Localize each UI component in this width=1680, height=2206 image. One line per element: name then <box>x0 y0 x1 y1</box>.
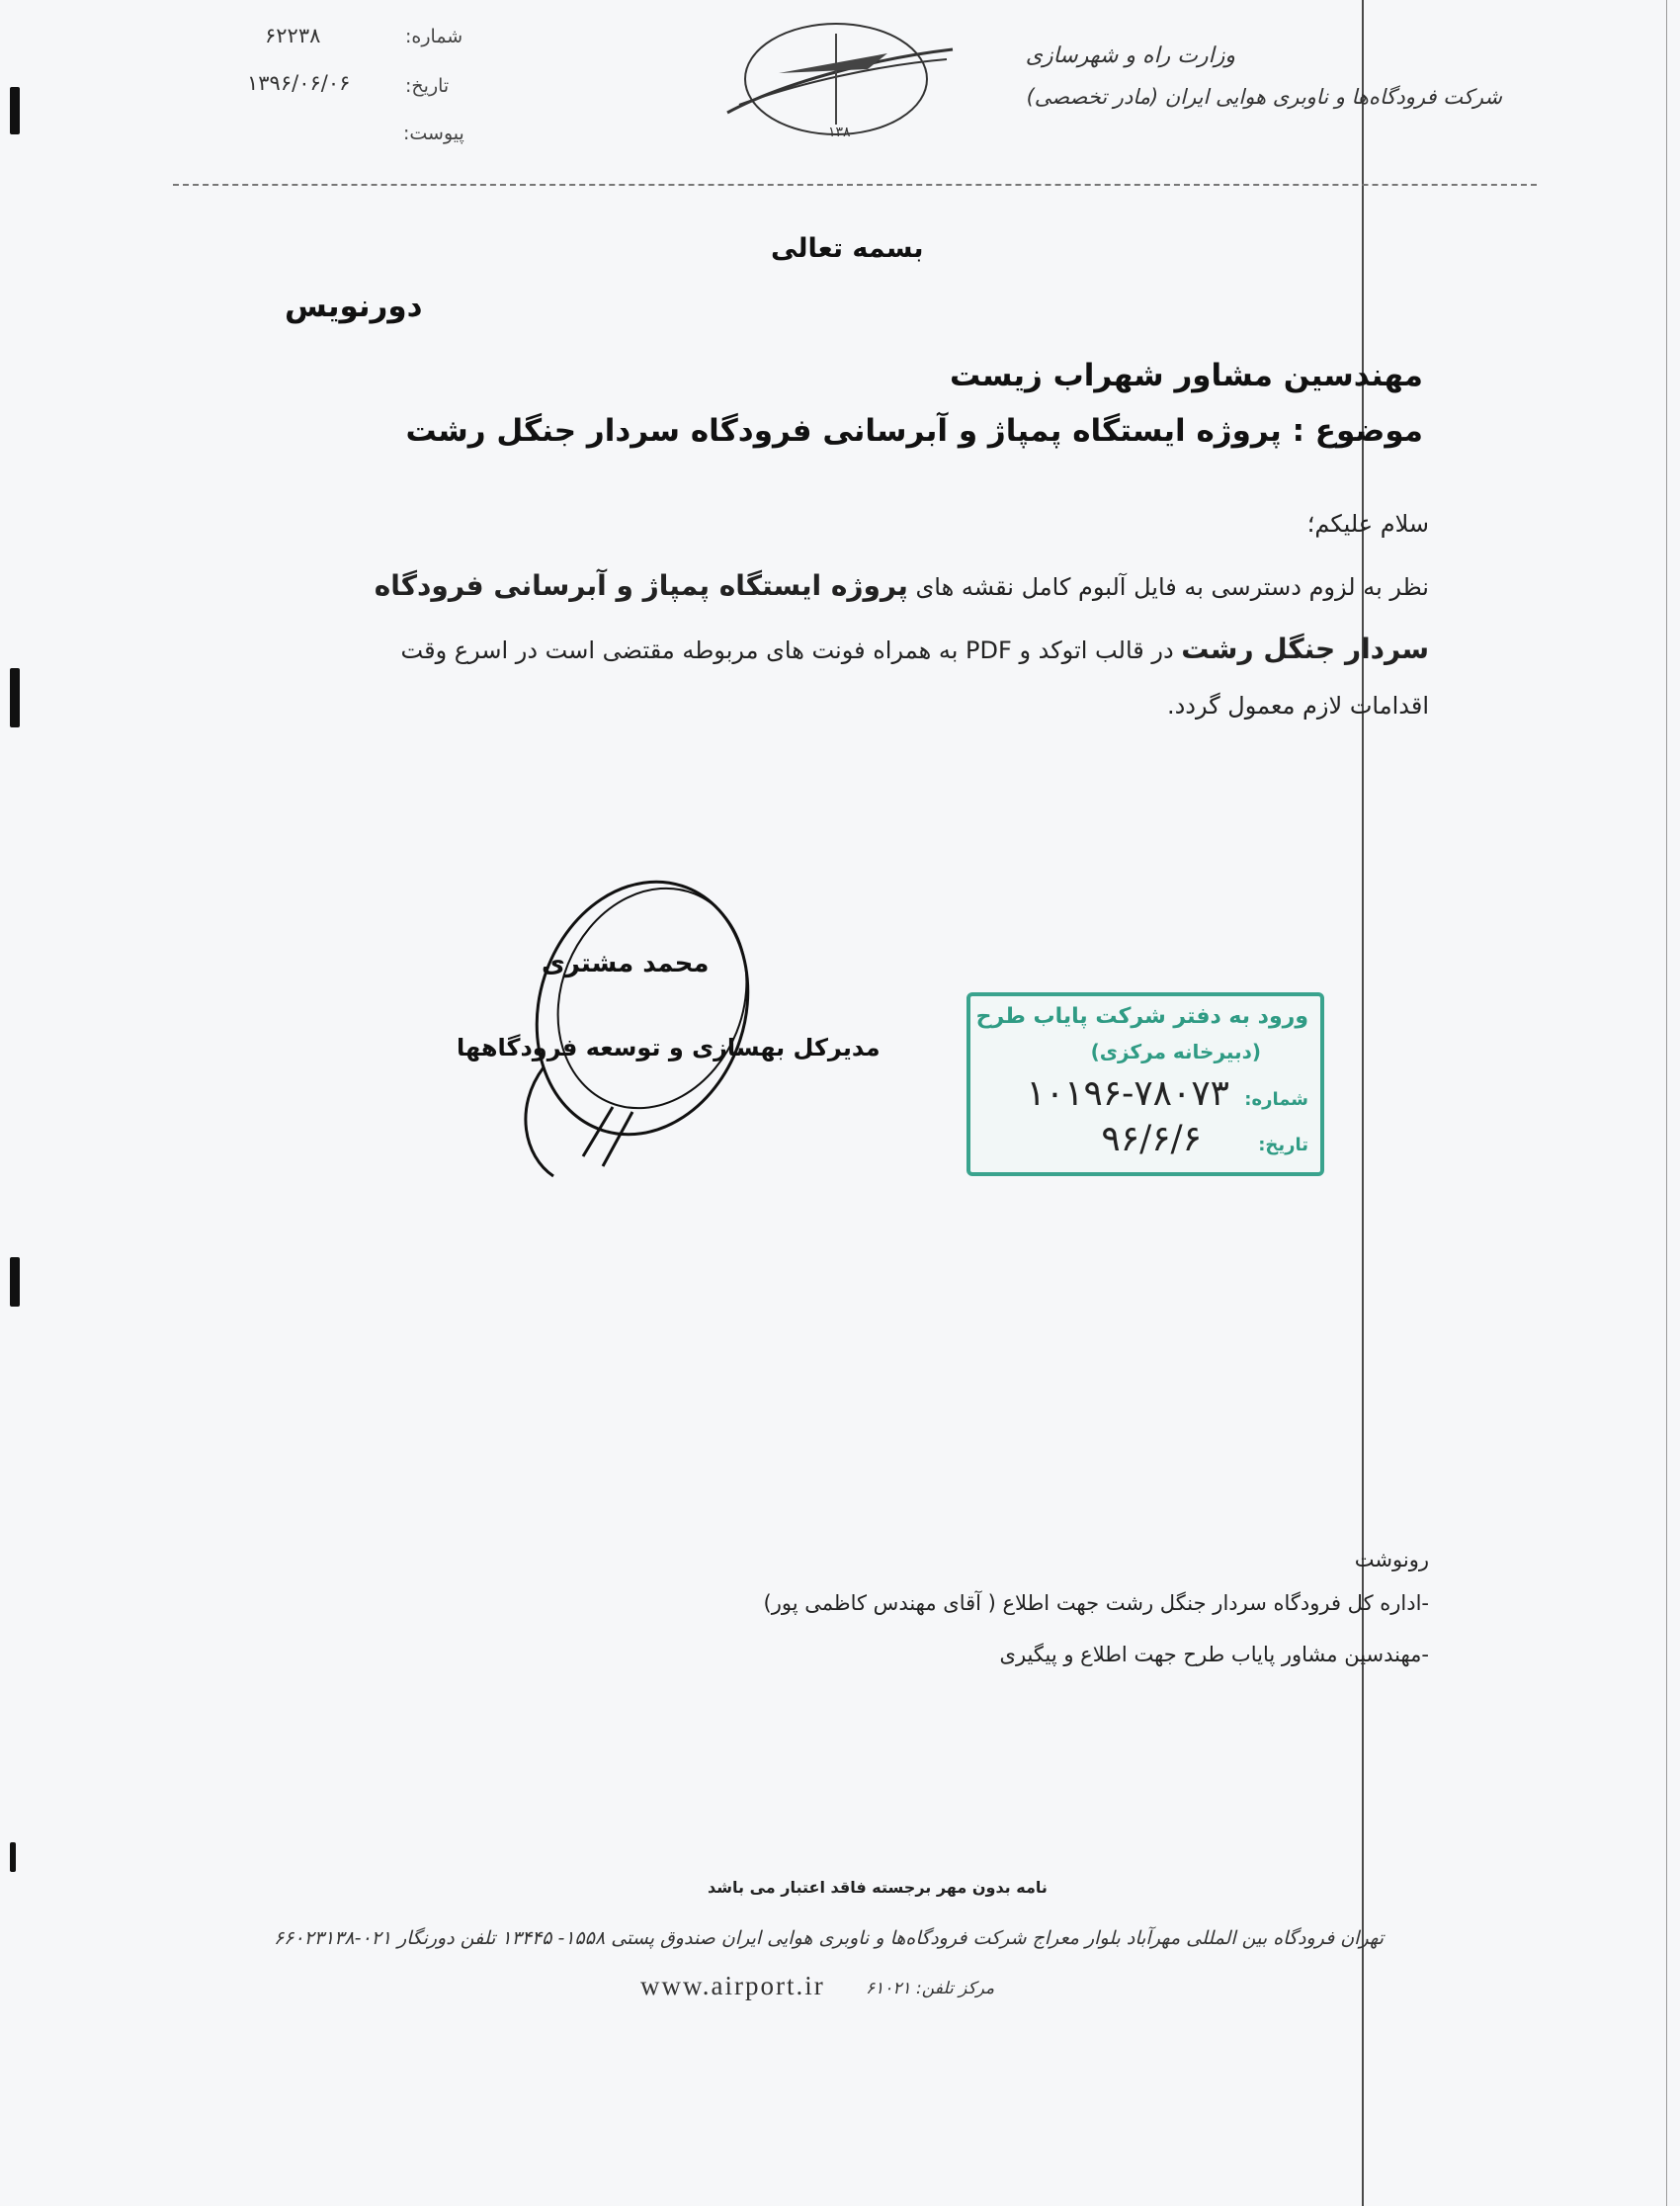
invocation: بسمه تعالی <box>771 233 924 264</box>
draft-label: دورنویس <box>285 289 423 324</box>
header-divider <box>173 184 1537 186</box>
cc-label: رونوشت <box>1354 1548 1429 1571</box>
signer-title: مدیرکل بهسازی و توسعه فرودگاهها <box>457 1034 881 1061</box>
body-line-1-bold: پروژه ایستگاه پمپاژ و آبرسانی فرودگاه <box>374 569 908 602</box>
recipient: مهندسین مشاور شهراب زیست <box>950 358 1423 393</box>
company-name: شرکت فرودگاه‌ها و ناوبری هوایی ایران (مادر تخصصی) <box>1026 85 1502 109</box>
body-line-3: اقدامات لازم معمول گردد. <box>1166 692 1429 720</box>
cc-item: -مهندسین مشاور پایاب طرح جهت اطلاع و پیگیری <box>999 1643 1429 1666</box>
handwritten-signature <box>504 860 800 1186</box>
subject-line <box>405 413 1423 449</box>
ministry-name: وزارت راه و شهرسازی <box>1025 43 1235 68</box>
signer-name: محمد مشتری <box>542 949 710 978</box>
switchboard-number: مرکز تلفن: ۶۱۰۲۱ <box>866 1979 995 1998</box>
airport-company-logo <box>719 14 957 144</box>
number-label: شماره: <box>405 26 463 47</box>
letter-date: ۱۳۹۶/۰۶/۰۶ <box>247 71 351 95</box>
fold-line <box>1362 0 1364 2206</box>
scan-edge-mark <box>10 1842 16 1872</box>
svg-text:۱۳۸: ۱۳۸ <box>828 125 851 140</box>
subject-text: پروژه ایستگاه پمپاژ و آبرسانی فرودگاه سردار جنگل رشت <box>405 413 1282 449</box>
page-edge <box>1666 0 1667 2206</box>
greeting: سلام علیکم؛ <box>1306 510 1429 538</box>
body-line-1 <box>375 569 1429 602</box>
stamp-number-value: ۱۰۱۹۶-۷۸۰۷۳ <box>1026 1073 1229 1114</box>
stamp-subtitle: (دبیرخانه مرکزی) <box>1090 1040 1261 1063</box>
scan-edge-mark <box>10 87 20 134</box>
footer-address: تهران فرودگاه بین المللی مهرآباد بلوار معراج شرکت فرودگاه‌ها و ناوبری هوایی ایران صندوق پستی ۱۵۵۸- ۱۳۴۴۵ تلفن دورنگار ۰۲۱-۶۶۰۲۳۱۳۸ <box>273 1927 1384 1949</box>
body-line-1-text: نظر به لزوم دسترسی به فایل آلبوم کامل نقشه های <box>915 573 1429 601</box>
body-line-2 <box>401 633 1429 665</box>
stamp-title: ورود به دفتر شرکت پایاب طرح <box>975 1004 1308 1029</box>
scan-edge-mark <box>10 1257 20 1307</box>
stamp-date-label: تاریخ: <box>1258 1135 1308 1155</box>
subject-label: موضوع : <box>1292 413 1423 449</box>
attachment-label: پیوست: <box>403 123 464 144</box>
scan-edge-mark <box>10 668 20 727</box>
body-line-2-bold: سردار جنگل رشت <box>1181 633 1429 665</box>
stamp-date-value: ۹۶/۶/۶ <box>1101 1119 1202 1159</box>
website-url: www.airport.ir <box>640 1971 825 2000</box>
letter-number: ۶۲۲۳۸ <box>265 24 321 47</box>
stamp-number-label: شماره: <box>1244 1089 1308 1110</box>
date-label: تاریخ: <box>405 75 450 97</box>
cc-item: -اداره کل فرودگاه سردار جنگل رشت جهت اطلاع ( آقای مهندس کاظمی پور) <box>763 1591 1429 1615</box>
receipt-stamp <box>966 992 1324 1176</box>
body-line-2-text: در قالب اتوکد و PDF به همراه فونت های مربوطه مقتضی است در اسرع وقت <box>400 636 1174 664</box>
validity-note: نامه بدون مهر برجسته فاقد اعتبار می باشد <box>708 1878 1048 1897</box>
